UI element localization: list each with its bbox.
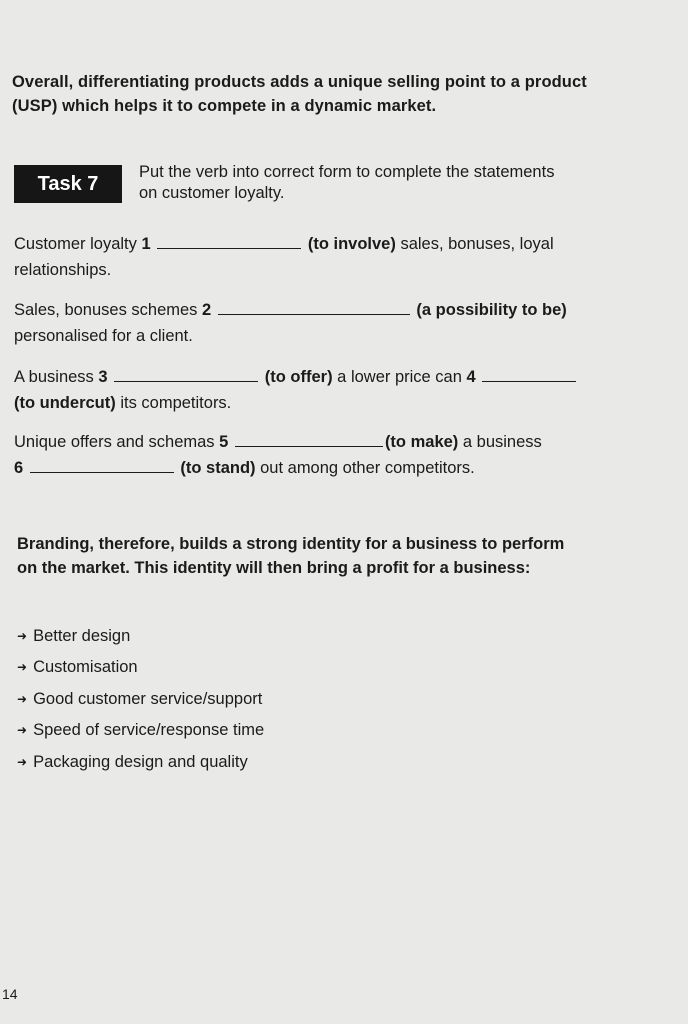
task-badge bbox=[14, 165, 122, 203]
answer-blank[interactable] bbox=[235, 432, 383, 447]
bullet-list bbox=[17, 620, 264, 778]
exercise-text: a lower price can bbox=[332, 368, 467, 386]
verb-hint: (to offer) bbox=[264, 368, 333, 386]
verb-hint: (to stand) bbox=[180, 459, 256, 477]
exercise-text: Sales, bonuses schemes bbox=[14, 301, 203, 319]
exercise-text: sales, bonuses, loyal relationships. bbox=[14, 235, 554, 279]
exercise-text: a business bbox=[458, 433, 542, 451]
list-item bbox=[17, 715, 264, 747]
list-item bbox=[17, 652, 264, 684]
list-item-label: Good customer service/support bbox=[33, 689, 263, 708]
answer-blank[interactable] bbox=[482, 367, 576, 382]
exercise-item bbox=[14, 297, 654, 349]
exercise-item bbox=[14, 429, 654, 481]
list-item-label: Packaging design and quality bbox=[33, 752, 248, 771]
answer-blank[interactable] bbox=[157, 234, 301, 249]
verb-hint: (to undercut) bbox=[14, 394, 116, 412]
intro-paragraph: Overall, differentiating products adds a unique selling point to a product (USP) which helps it to compete in a dynamic market. bbox=[12, 73, 587, 115]
verb-hint: (to involve) bbox=[307, 235, 396, 253]
right-arrow-icon: ➜ bbox=[17, 754, 28, 769]
exercise-item bbox=[14, 364, 654, 416]
exercise-text: its competitors. bbox=[115, 394, 232, 412]
gap-number: 1 bbox=[141, 235, 151, 253]
conclusion-paragraph: Branding, therefore, builds a strong identity for a business to perform on the market. This identity will then bring a profit for a business: bbox=[17, 535, 565, 577]
exercise-text: Customer loyalty bbox=[14, 235, 142, 253]
list-item-label: Customisation bbox=[33, 658, 138, 677]
gap-number: 4 bbox=[466, 368, 476, 386]
exercise-text: A business bbox=[14, 368, 99, 386]
list-item bbox=[17, 620, 264, 652]
task-instruction: Put the verb into correct form to complete the statements on customer loyalty. bbox=[139, 163, 555, 202]
gap-number: 2 bbox=[202, 301, 212, 319]
list-item-label: Speed of service/response time bbox=[33, 721, 265, 740]
exercise-text: personalised for a client. bbox=[14, 327, 193, 345]
right-arrow-icon: ➜ bbox=[17, 628, 28, 643]
gap-number: 5 bbox=[219, 433, 229, 451]
list-item-label: Better design bbox=[33, 626, 131, 645]
verb-hint: (a possibility to be) bbox=[416, 301, 567, 319]
answer-blank[interactable] bbox=[30, 458, 174, 473]
answer-blank[interactable] bbox=[114, 367, 258, 382]
exercise-text: Unique offers and schemas bbox=[14, 433, 220, 451]
right-arrow-icon: ➜ bbox=[17, 660, 28, 675]
answer-blank[interactable] bbox=[218, 300, 410, 315]
right-arrow-icon: ➜ bbox=[17, 723, 28, 738]
gap-number: 3 bbox=[98, 368, 108, 386]
right-arrow-icon: ➜ bbox=[17, 691, 28, 706]
exercise-item bbox=[14, 231, 654, 283]
gap-number: 6 bbox=[14, 459, 24, 477]
verb-hint: (to make) bbox=[384, 433, 459, 451]
task-label: Task 7 bbox=[37, 172, 99, 195]
exercise-text: out among other competitors. bbox=[255, 459, 475, 477]
list-item bbox=[17, 746, 264, 778]
list-item bbox=[17, 683, 264, 715]
page-number: 14 bbox=[2, 986, 18, 1002]
